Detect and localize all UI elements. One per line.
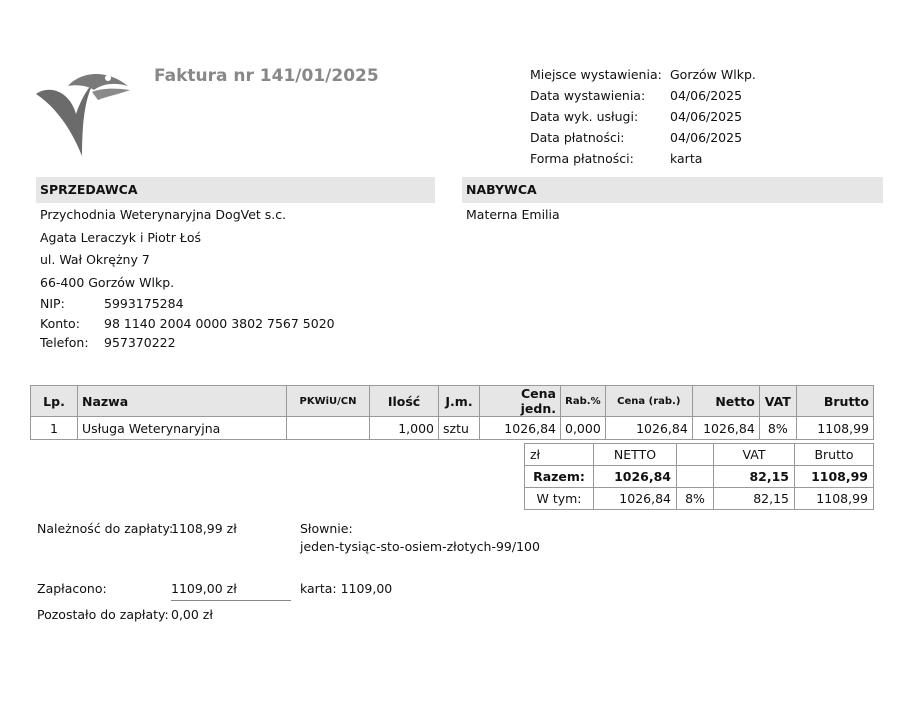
summary-total-net: 1026,84 [594, 466, 677, 488]
col-lp: Lp. [31, 386, 78, 417]
meta-value: 04/06/2025 [670, 130, 743, 145]
summary-incl-rate: 8% [677, 488, 714, 510]
col-pkwiu: PKWiU/CN [287, 386, 370, 417]
col-name: Nazwa [78, 386, 287, 417]
seller-street: ul. Wał Okrężny 7 [40, 252, 150, 267]
summary-h-net: NETTO [594, 444, 677, 466]
amount-in-words-label: Słownie: [300, 521, 353, 536]
cell-lp: 1 [31, 417, 78, 440]
seller-phone [40, 333, 335, 353]
meta-label: Data płatności: [530, 130, 625, 145]
summary-currency: zł [525, 444, 594, 466]
amount-in-words: jeden-tysiąc-sto-osiem-złotych-99/100 [300, 539, 540, 554]
cell-name: Usługa Weterynaryjna [78, 417, 287, 440]
seller-owners: Agata Leraczyk i Piotr Łoś [40, 229, 201, 245]
phone-label: Telefon: [40, 335, 89, 350]
meta-row-issue-date [530, 85, 756, 106]
summary-incl-vat: 82,15 [714, 488, 795, 510]
phone-value: 957370222 [104, 335, 176, 350]
meta-value: karta [670, 151, 703, 166]
due-label: Należność do zapłaty: [37, 521, 174, 536]
summary-incl-label: W tym: [525, 488, 594, 510]
meta-row-place [530, 64, 756, 85]
seller-account [40, 314, 335, 334]
seller-heading: SPRZEDAWCA [36, 177, 435, 203]
summary-incl-row [525, 488, 874, 510]
col-unit-price: Cena jedn. [480, 386, 561, 417]
invoice-title: Faktura nr 141/01/2025 [154, 66, 379, 86]
nip-value: 5993175284 [104, 296, 184, 311]
nip-label: NIP: [40, 296, 65, 311]
paid-label: Zapłacono: [37, 581, 107, 596]
summary-total-gross: 1108,99 [795, 466, 874, 488]
cell-qty: 1,000 [370, 417, 439, 440]
summary-incl-gross: 1108,99 [795, 488, 874, 510]
meta-row-payment-date [530, 127, 756, 148]
cell-discount: 0,000 [561, 417, 606, 440]
col-gross: Brutto [796, 386, 873, 417]
summary-total-vat: 82,15 [714, 466, 795, 488]
vat-summary-table [524, 443, 874, 510]
cell-net: 1026,84 [692, 417, 759, 440]
cell-gross: 1108,99 [796, 417, 873, 440]
meta-label: Forma płatności: [530, 151, 634, 166]
col-net: Netto [692, 386, 759, 417]
cell-unit-price: 1026,84 [480, 417, 561, 440]
seller-name: Przychodnia Weterynaryjna DogVet s.c. [40, 207, 287, 222]
buyer-name: Materna Emilia [466, 207, 560, 222]
buyer-heading: NABYWCA [462, 177, 883, 203]
divider [171, 600, 291, 601]
cell-discounted-price: 1026,84 [605, 417, 692, 440]
cell-vat: 8% [759, 417, 796, 440]
col-unit: J.m. [439, 386, 480, 417]
account-label: Konto: [40, 315, 80, 331]
table-row [31, 417, 874, 440]
seller-city: 66-400 Gorzów Wlkp. [40, 274, 175, 290]
items-table [30, 385, 874, 440]
col-discounted-price: Cena (rab.) [605, 386, 692, 417]
summary-incl-net: 1026,84 [594, 488, 677, 510]
cell-unit: sztu [439, 417, 480, 440]
due-amount: 1108,99 zł [171, 521, 237, 536]
seller-details [40, 204, 335, 353]
remaining-label: Pozostało do zapłaty: [37, 607, 169, 622]
account-value: 98 1140 2004 0000 3802 7567 5020 [104, 315, 335, 331]
company-logo-icon [36, 66, 136, 160]
meta-value: 04/06/2025 [670, 88, 743, 103]
summary-h-vat: VAT [714, 444, 795, 466]
paid-amount: 1109,00 zł [171, 581, 237, 596]
paid-method: karta: 1109,00 [300, 581, 393, 596]
meta-row-payment-method [530, 148, 756, 169]
meta-label: Data wystawienia: [530, 88, 646, 103]
meta-value: 04/06/2025 [670, 109, 743, 124]
meta-label: Data wyk. usługi: [530, 109, 639, 124]
meta-value: Gorzów Wlkp. [670, 67, 756, 82]
summary-h-rate [677, 444, 714, 466]
seller-nip [40, 294, 335, 314]
summary-total-label: Razem: [525, 466, 594, 488]
meta-row-service-date [530, 106, 756, 127]
col-qty: Ilość [370, 386, 439, 417]
buyer-details [466, 204, 560, 226]
col-discount: Rab.% [561, 386, 606, 417]
invoice-meta [530, 64, 756, 169]
col-vat: VAT [759, 386, 796, 417]
meta-label: Miejsce wystawienia: [530, 67, 662, 82]
items-header-row [31, 386, 874, 417]
cell-pkwiu [287, 417, 370, 440]
summary-h-gross: Brutto [795, 444, 874, 466]
summary-total-rate [677, 466, 714, 488]
summary-total-row [525, 466, 874, 488]
summary-header-row [525, 444, 874, 466]
remaining-amount: 0,00 zł [171, 607, 213, 622]
